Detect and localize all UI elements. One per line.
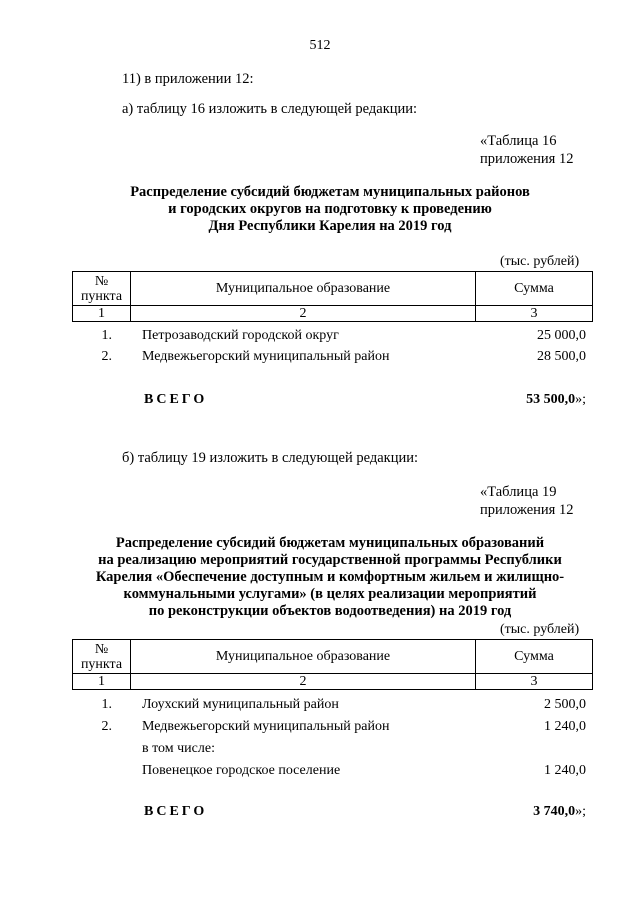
total-label: ВСЕГО bbox=[144, 392, 208, 407]
total-label: ВСЕГО bbox=[144, 804, 208, 819]
table16-note bbox=[480, 132, 573, 168]
page-number: 512 bbox=[309, 38, 331, 53]
header-sum-cell: Сумма bbox=[476, 640, 593, 674]
table16-title-line: Распределение субсидий бюджетам муниципальных районов bbox=[130, 184, 530, 200]
row-number: 1. bbox=[101, 328, 112, 343]
row-amount: 1 240,0 bbox=[544, 763, 586, 778]
item-a-text: а) таблицу 16 изложить в следующей редакции: bbox=[122, 101, 418, 117]
col-number-cell: 2 bbox=[131, 306, 476, 322]
row-number: 2. bbox=[101, 349, 112, 364]
table16-row bbox=[72, 328, 592, 346]
row-name: Медвежьегорский муниципальный район bbox=[142, 719, 390, 734]
table19-title-line: коммунальными услугами» (в целях реализации мероприятий bbox=[123, 586, 537, 602]
table16-note-line2: приложения 12 bbox=[480, 151, 574, 167]
header-num-label: пункта bbox=[80, 656, 123, 672]
header-sum-cell: Сумма bbox=[476, 272, 593, 306]
header-num-cell bbox=[73, 640, 131, 674]
row-number: 1. bbox=[101, 697, 112, 712]
total-suffix: »; bbox=[575, 804, 586, 819]
total-value-wrap bbox=[526, 392, 586, 408]
table16-title-line: Дня Республики Карелия на 2019 год bbox=[208, 218, 452, 234]
row-name: в том числе: bbox=[142, 741, 215, 756]
row-amount: 25 000,0 bbox=[537, 328, 586, 343]
col-number-cell: 1 bbox=[73, 306, 131, 322]
table19-row bbox=[72, 697, 592, 715]
header-num-label: пункта bbox=[80, 288, 123, 304]
total-value-wrap bbox=[533, 804, 586, 820]
table16-title bbox=[60, 184, 600, 235]
table19-note bbox=[480, 483, 573, 519]
header-num-symbol: № bbox=[94, 273, 109, 289]
table19-title bbox=[60, 535, 600, 620]
table19-row bbox=[72, 719, 592, 737]
header-num-cell bbox=[73, 272, 131, 306]
table19-row bbox=[72, 763, 592, 781]
total-value: 53 500,0 bbox=[526, 392, 576, 407]
table19-title-line: на реализацию мероприятий государственной программы Республики bbox=[98, 552, 562, 568]
header-name-cell: Муниципальное образование bbox=[131, 272, 476, 306]
row-name: Повенецкое городское поселение bbox=[142, 763, 341, 778]
item-b-text: б) таблицу 19 изложить в следующей редакции: bbox=[122, 450, 419, 466]
table19-note-line1: «Таблица 19 bbox=[480, 484, 557, 500]
col-number-cell: 2 bbox=[131, 674, 476, 690]
row-number: 2. bbox=[101, 719, 112, 734]
table19-units: (тыс. рублей) bbox=[500, 622, 580, 637]
table19-header-grid bbox=[72, 639, 593, 690]
row-name: Медвежьегорский муниципальный район bbox=[142, 349, 390, 364]
header-num-symbol: № bbox=[94, 641, 109, 657]
row-amount: 1 240,0 bbox=[544, 719, 586, 734]
table16-header-grid bbox=[72, 271, 593, 322]
table19-title-line: по реконструкции объектов водоотведения) на 2019 год bbox=[148, 603, 512, 619]
col-number-cell: 3 bbox=[476, 306, 593, 322]
table19-note-line2: приложения 12 bbox=[480, 502, 574, 518]
table16-note-line1: «Таблица 16 bbox=[480, 133, 557, 149]
item-11-text: 11) в приложении 12: bbox=[122, 71, 254, 87]
table16-units: (тыс. рублей) bbox=[500, 254, 580, 269]
row-amount: 2 500,0 bbox=[544, 697, 586, 712]
table19-row bbox=[72, 741, 592, 759]
table19-title-line: Карелия «Обеспечение доступным и комфортным жильем и жилищно- bbox=[95, 569, 565, 585]
col-number-cell: 1 bbox=[73, 674, 131, 690]
table16-title-line: и городских округов на подготовку к проведению bbox=[168, 201, 492, 217]
col-number-cell: 3 bbox=[476, 674, 593, 690]
row-name: Петрозаводский городской округ bbox=[142, 328, 339, 343]
table16-row bbox=[72, 349, 592, 367]
total-suffix: »; bbox=[575, 392, 586, 407]
total-value: 3 740,0 bbox=[533, 804, 576, 819]
row-name: Лоухский муниципальный район bbox=[142, 697, 339, 712]
table19-title-line: Распределение субсидий бюджетам муниципальных образований bbox=[115, 535, 545, 551]
header-name-cell: Муниципальное образование bbox=[131, 640, 476, 674]
row-amount: 28 500,0 bbox=[537, 349, 586, 364]
